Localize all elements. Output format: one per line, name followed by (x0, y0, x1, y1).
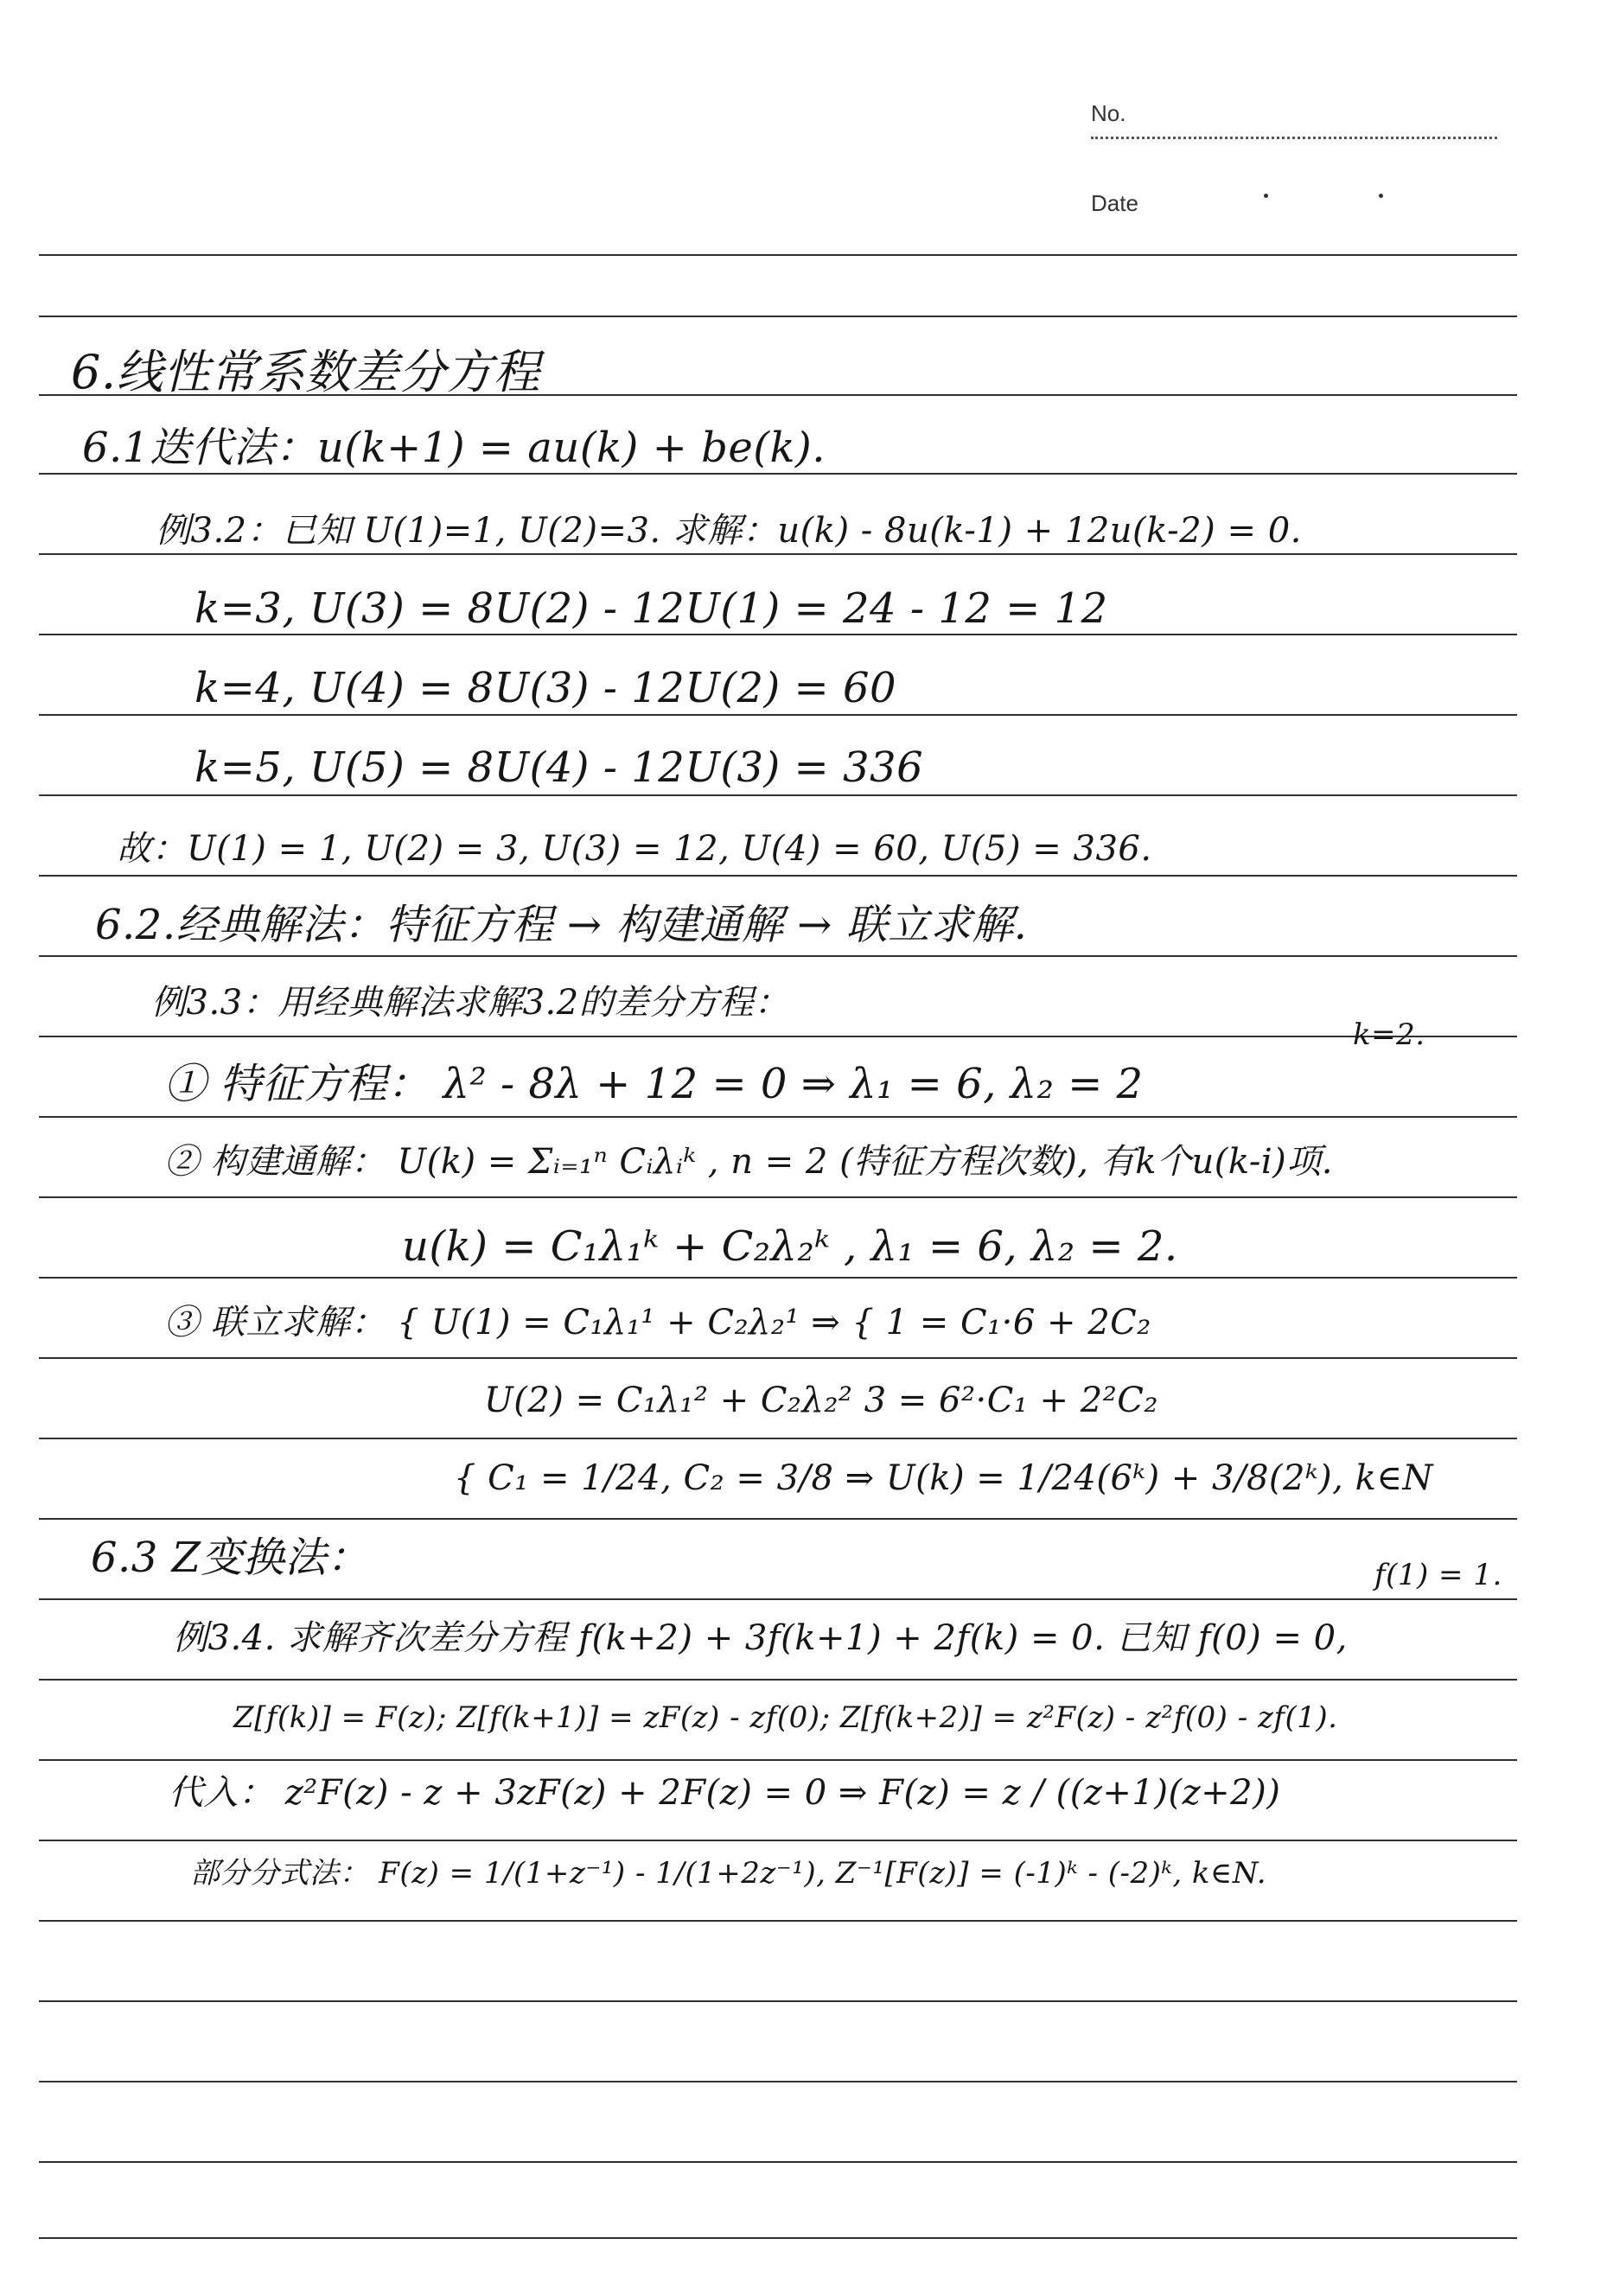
section-6-1-heading: 6.1迭代法：u(k+1) = au(k) + be(k). (82, 424, 826, 472)
ruled-line (39, 2081, 1517, 2082)
step-3-result: { C₁ = 1/24, C₂ = 3/8 ⇒ U(k) = 1/24(6ᵏ) + 3/8(2ᵏ), k∈N (454, 1458, 1433, 1498)
step-2-general-solution: ② 构建通解： U(k) = Σᵢ₌₁ⁿ Cᵢλᵢᵏ , n = 2 (特征方程次数), 有k个u(k-i)项. (164, 1142, 1334, 1182)
z-transform-shift-rules: Z[f(k)] = F(z); Z[f(k+1)] = zF(z) - zf(0); Z[f(k+2)] = z²F(z) - z²f(0) - zf(1). (233, 1700, 1338, 1735)
iteration-k5: k=5, U(5) = 8U(4) - 12U(3) = 336 (194, 743, 924, 792)
date-separator-dot (1264, 194, 1268, 198)
section-6-2-heading: 6.2.经典解法：特征方程 → 构建通解 → 联立求解. (95, 901, 1028, 949)
ruled-line (39, 1679, 1517, 1681)
ruled-line (39, 2237, 1517, 2239)
general-solution-form: u(k) = C₁λ₁ᵏ + C₂λ₂ᵏ , λ₁ = 6, λ₂ = 2. (402, 1222, 1178, 1271)
section-6-3-heading: 6.3 Z变换法： (91, 1534, 369, 1582)
ruled-line (39, 1598, 1517, 1600)
ruled-line (39, 553, 1517, 555)
date-separator-dot (1379, 194, 1383, 198)
ruled-line (39, 1438, 1517, 1439)
ruled-line (39, 316, 1517, 317)
ruled-line (39, 794, 1517, 796)
ruled-line (39, 634, 1517, 635)
ruled-line (39, 1277, 1517, 1279)
example-3-4: 例3.4. 求解齐次差分方程 f(k+2) + 3f(k+1) + 2f(k) = 0. 已知 f(0) = 0, (173, 1618, 1348, 1658)
date-label: Date (1091, 190, 1138, 216)
substitution-step: 代入： z²F(z) - z + 3zF(z) + 2F(z) = 0 ⇒ F(z) = z / ((z+1)(z+2)) (169, 1773, 1281, 1813)
step-3-solve-system-row-1: ③ 联立求解： { U(1) = C₁λ₁¹ + C₂λ₂¹ ⇒ { 1 = C₁·6 + 2C₂ (164, 1303, 1151, 1343)
step-1-characteristic-equation: ① 特征方程： λ² - 8λ + 12 = 0 ⇒ λ₁ = 6, λ₂ = 2 (164, 1060, 1144, 1108)
header-rule (39, 254, 1517, 256)
partial-fraction-step: 部分分式法： F(z) = 1/(1+z⁻¹) - 1/(1+2z⁻¹), Z⁻¹[F(z)] = (-1)ᵏ - (-2)ᵏ, k∈N. (190, 1856, 1267, 1891)
ruled-line (39, 1840, 1517, 1841)
ruled-line (39, 1036, 1517, 1037)
ruled-line (39, 1357, 1517, 1359)
ruled-line (39, 1920, 1517, 1922)
ruled-line (39, 2000, 1517, 2002)
note-f1-equals-1: f(1) = 1. (1374, 1558, 1502, 1592)
iteration-conclusion: 故：U(1) = 1, U(2) = 3, U(3) = 12, U(4) = 60, U(5) = 336. (117, 829, 1152, 869)
section-title: 6.线性常系数差分方程 (71, 345, 541, 399)
ruled-line (39, 1518, 1517, 1520)
ruled-line (39, 875, 1517, 877)
ruled-line (39, 1116, 1517, 1118)
ruled-line (39, 955, 1517, 957)
iteration-k4: k=4, U(4) = 8U(3) - 12U(2) = 60 (194, 664, 897, 712)
ruled-line (39, 1759, 1517, 1761)
no-label: No. (1091, 100, 1126, 126)
ruled-line (39, 714, 1517, 716)
example-3-3: 例3.3：用经典解法求解3.2的差分方程： (151, 983, 789, 1023)
step-3-solve-system-row-2: U(2) = C₁λ₁² + C₂λ₂² 3 = 6²·C₁ + 2²C₂ (484, 1381, 1158, 1420)
ruled-line (39, 2161, 1517, 2163)
no-field-line (1091, 137, 1497, 139)
note-k-equals-2: k=2. (1353, 1017, 1425, 1052)
iteration-k3: k=3, U(3) = 8U(2) - 12U(1) = 24 - 12 = 12 (194, 584, 1108, 633)
ruled-line (39, 1196, 1517, 1198)
ruled-line (39, 473, 1517, 475)
example-3-2: 例3.2：已知 U(1)=1, U(2)=3. 求解：u(k) - 8u(k-1) + 12u(k-2) = 0. (156, 511, 1302, 551)
